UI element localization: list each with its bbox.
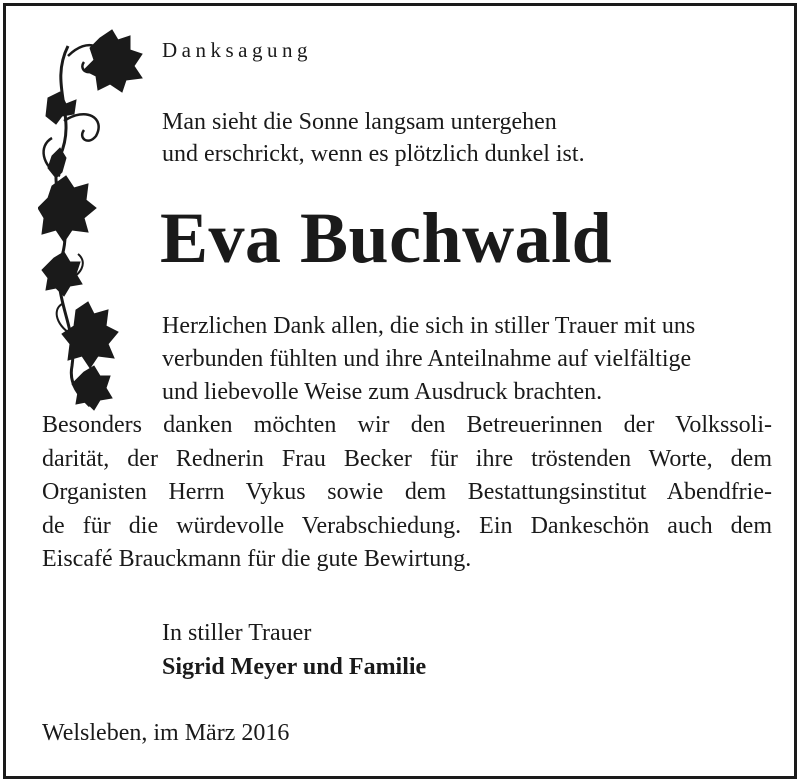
signature-name: Sigrid Meyer und Familie <box>162 654 427 680</box>
text-line: darität, der Rednerin Frau Becker für ihre tröstenden Worte, dem <box>42 445 772 472</box>
text-line: Herzlichen Dank allen, die sich in stiller Trauer mit uns <box>162 313 696 339</box>
verse <box>162 106 585 170</box>
thanks-paragraph-full <box>42 409 772 577</box>
notice-frame <box>3 3 797 779</box>
text-line: de für die würdevolle Verabschiedung. Ein Dankeschön auch dem <box>42 512 772 539</box>
signature-label: In stiller Trauer <box>162 620 312 646</box>
text-line: verbunden fühlten und ihre Anteilnahme auf vielfältige <box>162 346 692 372</box>
text-line: Eiscafé Brauckmann für die gute Bewirtung. <box>42 546 472 572</box>
thanks-paragraph-intro <box>162 310 782 409</box>
place-date: Welsleben, im März 2016 <box>42 720 290 746</box>
text-line: und liebevolle Weise zum Ausdruck brachten. <box>162 379 603 405</box>
verse-line: Man sieht die Sonne langsam untergehen <box>162 109 557 135</box>
grape-vine-icon <box>38 26 148 411</box>
verse-line: und erschrickt, wenn es plötzlich dunkel ist. <box>162 141 585 167</box>
deceased-name: Eva Buchwald <box>160 198 613 278</box>
heading-danksagung: Danksagung <box>162 38 312 62</box>
text-line: Organisten Herrn Vykus sowie dem Bestattungsinstitut Abendfrie- <box>42 479 772 505</box>
text-line: Besonders danken möchten wir den Betreuerinnen der Volkssoli- <box>42 412 772 438</box>
